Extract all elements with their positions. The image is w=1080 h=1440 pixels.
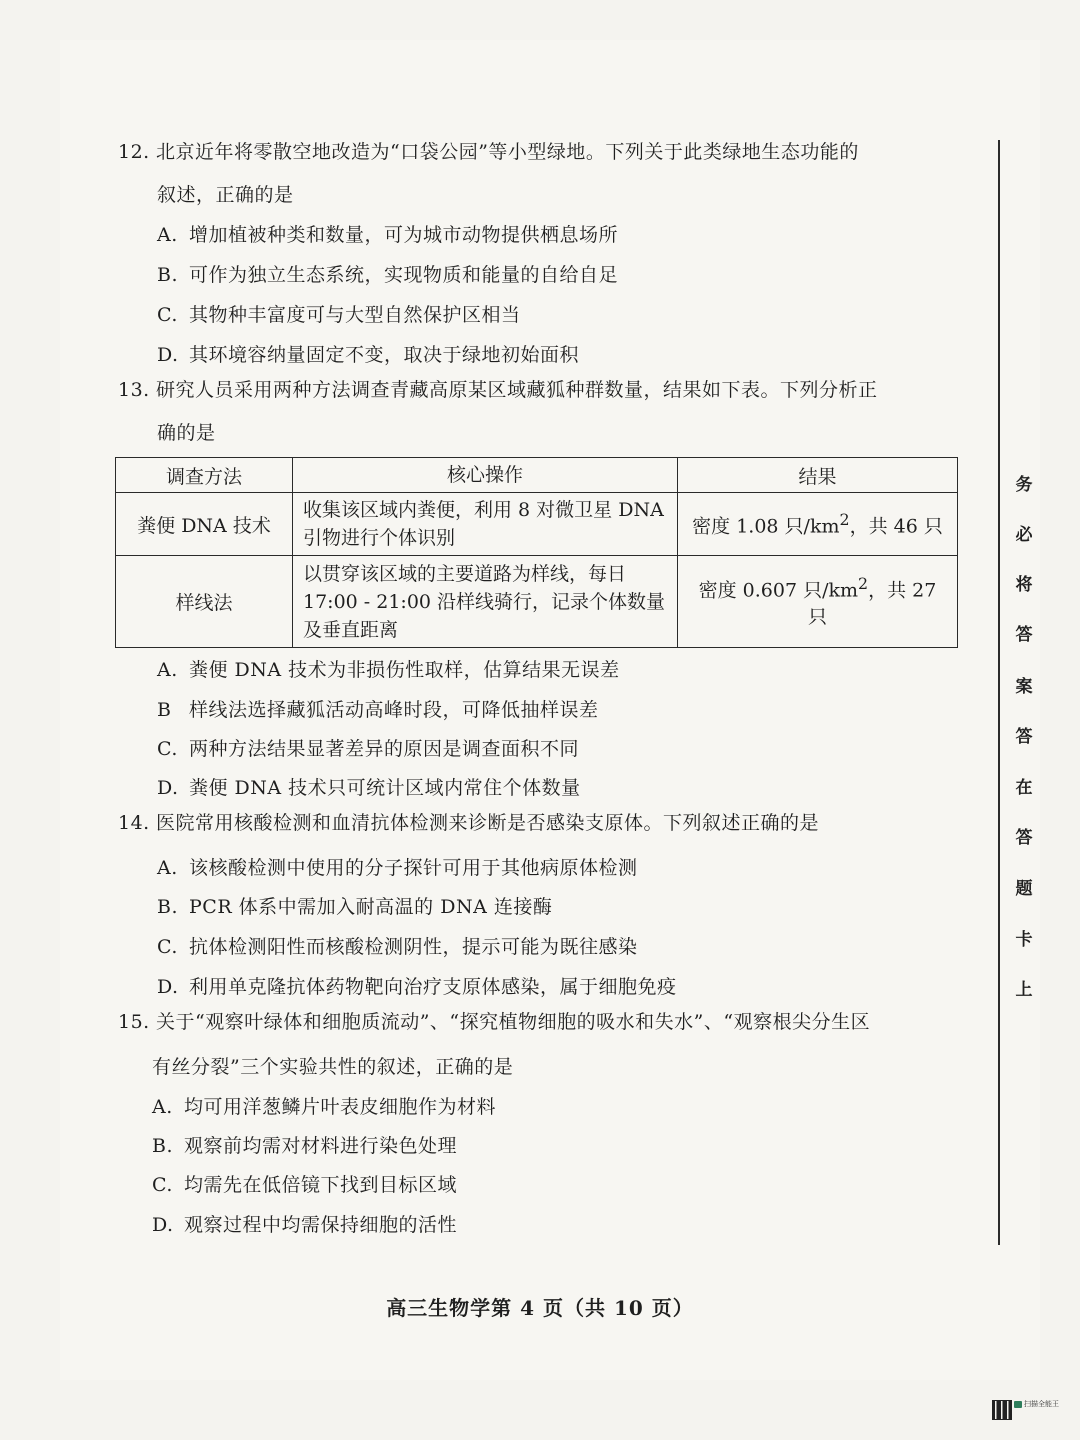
side-notice-char: 必 <box>1015 525 1033 545</box>
q15-option-c: C. 均需先在低倍镜下找到目标区域 <box>152 1174 458 1196</box>
table-cell-result: 密度 1.08 只$/km^2$，共 46 只 <box>678 493 958 556</box>
table-cell-operation: 以贯穿该区域的主要道路为样线，每日 17:00 - 21:00 沿样线骑行，记录个体数量 及垂直距离 <box>293 556 678 648</box>
q14-number: 14. <box>118 812 150 834</box>
q13-number: 13. <box>118 379 150 401</box>
q12-option-d: D. 其环境容纳量固定不变，取决于绿地初始面积 <box>157 344 580 366</box>
table-row <box>116 556 958 648</box>
side-notice-char: 答 <box>1015 727 1033 747</box>
side-notice-char: 务 <box>1015 475 1033 495</box>
q14-stem <box>118 814 819 833</box>
q12-stem-line2: 叙述，正确的是 <box>157 184 294 206</box>
q13-stem-line1: 研究人员采用两种方法调查青藏高原某区域藏狐种群数量，结果如下表。下列分析正 <box>156 379 878 401</box>
table-cell-result: 密度 0.607 只$/km^2$，共 27 只 <box>678 556 958 648</box>
q14-stem-line1: 医院常用核酸检测和血清抗体检测来诊断是否感染支原体。下列叙述正确的是 <box>156 812 820 834</box>
qr-code-icon <box>992 1400 1012 1420</box>
scanner-watermark: 扫描全能王 <box>1024 1400 1059 1408</box>
q14-option-a: A. 该核酸检测中使用的分子探针可用于其他病原体检测 <box>157 857 638 879</box>
q14-option-b: B. PCR 体系中需加入耐高温的 DNA 连接酶 <box>157 896 553 918</box>
q13-stem-line2: 确的是 <box>157 422 216 444</box>
q12-option-c: C. 其物种丰富度可与大型自然保护区相当 <box>157 304 521 326</box>
side-notice-char: 案 <box>1015 677 1033 697</box>
q12-stem <box>118 143 859 162</box>
q15-option-a: A. 均可用洋葱鳞片叶表皮细胞作为材料 <box>152 1096 497 1118</box>
q15-number: 15. <box>118 1011 150 1033</box>
side-notice-char: 在 <box>1015 778 1033 798</box>
survey-methods-table <box>115 457 958 648</box>
page-footer: 高三生物学第 4 页（共 10 页） <box>386 1296 694 1320</box>
q13-option-c: C. 两种方法结果显著差异的原因是调查面积不同 <box>157 738 580 760</box>
q14-option-c: C. 抗体检测阳性而核酸检测阴性，提示可能为既往感染 <box>157 936 638 958</box>
table-cell-method: 样线法 <box>116 556 293 648</box>
side-notice-char: 答 <box>1015 625 1033 645</box>
q15-stem <box>118 1013 870 1032</box>
side-notice-char: 卡 <box>1015 930 1033 950</box>
q13-stem <box>118 381 878 400</box>
q15-option-b: B. 观察前均需对材料进行染色处理 <box>152 1135 458 1157</box>
q13-option-b: B 样线法选择藏狐活动高峰时段，可降低抽样误差 <box>157 699 599 721</box>
q12-option-a: A. 增加植被种类和数量，可为城市动物提供栖息场所 <box>157 224 619 246</box>
q13-option-d: D. 粪便 DNA 技术只可统计区域内常住个体数量 <box>157 777 581 799</box>
q14-option-d: D. 利用单克隆抗体药物靶向治疗支原体感染，属于细胞免疫 <box>157 976 677 998</box>
q15-stem-line1: 关于“观察叶绿体和细胞质流动”、“探究植物细胞的吸水和失水”、“观察根尖分生区 <box>156 1011 871 1033</box>
table-cell-method: 粪便 DNA 技术 <box>116 493 293 556</box>
table-header-row <box>116 458 958 493</box>
q12-option-b: B. 可作为独立生态系统，实现物质和能量的自给自足 <box>157 264 619 286</box>
q15-stem-line2: 有丝分裂”三个实验共性的叙述，正确的是 <box>152 1056 514 1078</box>
table-row <box>116 493 958 556</box>
table-header: 核心操作 <box>293 458 678 493</box>
table-header: 结果 <box>678 458 958 493</box>
side-notice-char: 题 <box>1015 879 1033 899</box>
q13-option-a: A. 粪便 DNA 技术为非损伤性取样，估算结果无误差 <box>157 659 620 681</box>
side-notice-char: 上 <box>1015 980 1033 1000</box>
margin-rule <box>998 140 1000 1245</box>
scanner-logo-icon <box>1014 1401 1022 1408</box>
q12-number: 12. <box>118 141 150 163</box>
q15-option-d: D. 观察过程中均需保持细胞的活性 <box>152 1214 458 1236</box>
q12-stem-line1: 北京近年将零散空地改造为“口袋公园”等小型绿地。下列关于此类绿地生态功能的 <box>156 141 859 163</box>
table-header: 调查方法 <box>116 458 293 493</box>
side-notice-char: 答 <box>1015 828 1033 848</box>
side-notice-char: 将 <box>1015 575 1033 595</box>
table-cell-operation: 收集该区域内粪便，利用 8 对微卫星 DNA 引物进行个体识别 <box>293 493 678 556</box>
